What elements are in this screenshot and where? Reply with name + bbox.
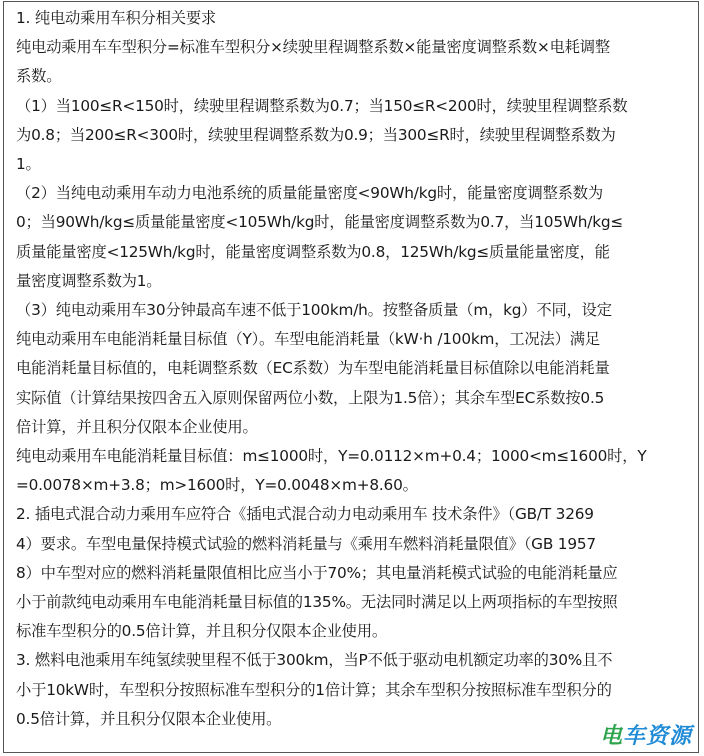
text-line: 小于10kW时，车型积分按照标准车型积分的1倍计算；其余车型积分按照标准车型积分的 (16, 680, 612, 699)
text-line: 纯电动乘用车电能消耗量目标值：m≤1000时，Y=0.0112×m+0.4；1000<m≤1600时，Y (16, 447, 647, 466)
text-line: 4）要求。车型电量保持模式试验的燃料消耗量与《乘用车燃料消耗量限值》（GB 1957 (16, 534, 596, 553)
text-line: 标准车型积分的0.5倍计算，并且积分仅限本企业使用。 (16, 622, 387, 641)
section-1-heading: 1. 纯电动乘用车积分相关要求 (16, 9, 217, 27)
text-line: 倍计算，并且积分仅限本企业使用。 (16, 417, 258, 436)
watermark-lead: 电 (599, 724, 623, 749)
text-line: 实际值（计算结果按四舍五入原则保留两位小数，上限为1.5倍）；其余车型EC系数按0.5 (16, 388, 605, 407)
text-line: 0；当90Wh/kg≤质量能量密度<105Wh/kg时，能量密度调整系数为0.7，当105Wh/kg≤ (16, 213, 624, 232)
text-line: （1）当100≤R<150时，续驶里程调整系数为0.7；当150≤R<200时，续驶里程调整系数 (16, 96, 628, 115)
text-line: 小于前款纯电动乘用车电能消耗量目标值的135%。无法同时满足以上两项指标的车型按照 (16, 593, 618, 612)
text-line: 为0.8；当200≤R<300时，续驶里程调整系数为0.9；当300≤R时，续驶里程调整系数为 (16, 125, 616, 144)
text-line: 量密度调整系数为1。 (16, 271, 162, 290)
text-line: =0.0078×m+3.8；m>1600时，Y=0.0048×m+8.60。 (16, 476, 418, 495)
text-line: 电能消耗量目标值的，电耗调整系数（EC系数）为车型电能消耗量目标值除以电能消耗量 (16, 359, 610, 378)
text-line: 8）中车型对应的燃料消耗量限值相比应当小于70%；其电量消耗模式试验的电能消耗量应 (16, 563, 618, 582)
section-2-line: 2. 插电式混合动力乘用车应符合《插电式混合动力电动乘用车 技术条件》（GB/T 3269 (16, 505, 594, 524)
text-line: 系数。 (16, 67, 62, 86)
text-line: （2）当纯电动乘用车动力电池系统的质量能量密度<90Wh/kg时，能量密度调整系数为 (16, 184, 603, 203)
text-line: 纯电动乘用车车型积分=标准车型积分×续驶里程调整系数×能量密度调整系数×电耗调整 (16, 38, 610, 57)
text-line: （3）纯电动乘用车30分钟最高车速不低于100km/h。按整备质量（m，kg）不同，设定 (16, 301, 612, 320)
text-line: 1。 (16, 155, 41, 174)
section-3-line: 3. 燃料电池乘用车纯氢续驶里程不低于300km，当P不低于驱动电机额定功率的30%且不 (16, 651, 613, 670)
watermark-text: 车资源 (622, 724, 692, 749)
text-line: 质量能量密度<125Wh/kg时，能量密度调整系数为0.8，125Wh/kg≤质量能量密度，能 (16, 242, 610, 261)
document-body (16, 4, 694, 734)
text-line: 0.5倍计算，并且积分仅限本企业使用。 (16, 709, 282, 728)
text-line: 纯电动乘用车电能消耗量目标值（Y）。车型电能消耗量（kW·h /100km，工况法）满足 (16, 330, 600, 349)
watermark-logo (600, 719, 692, 750)
